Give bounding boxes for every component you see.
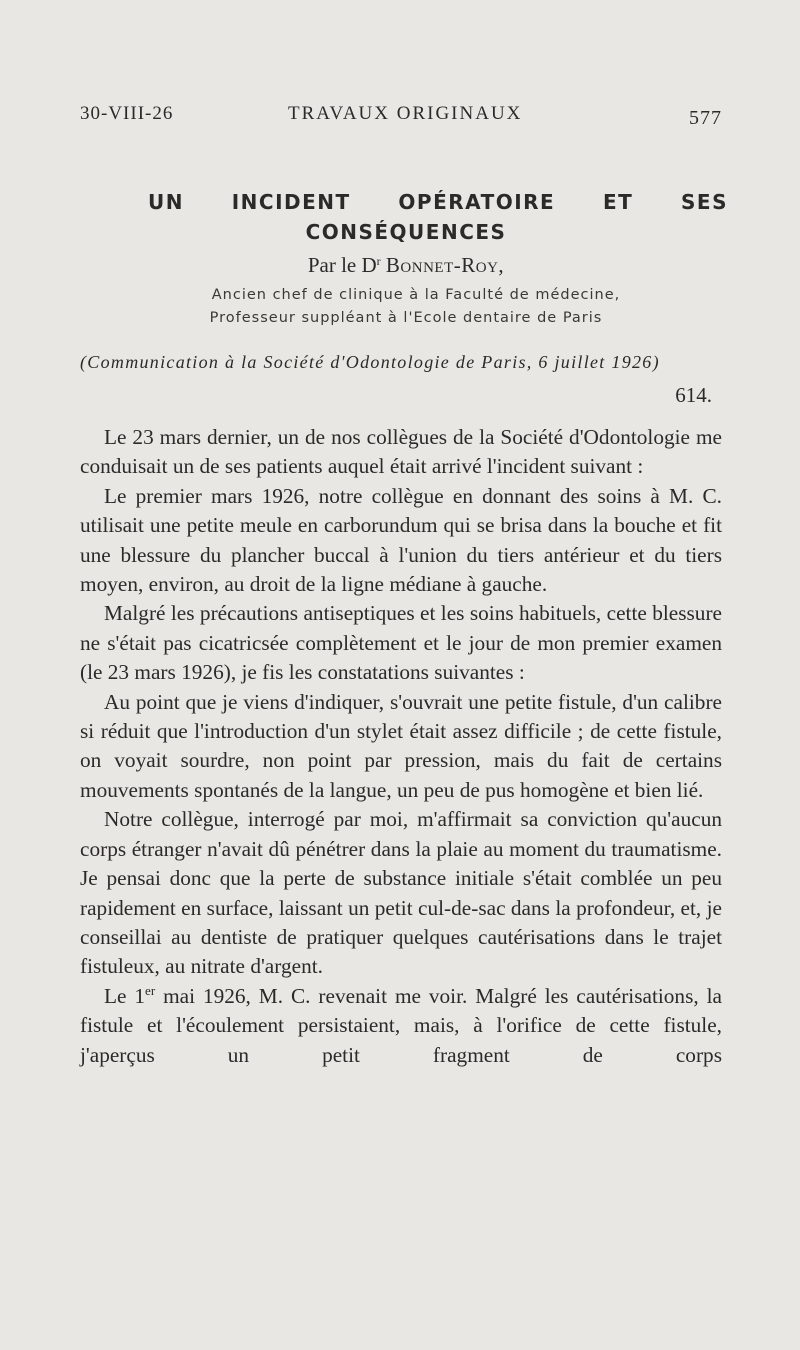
paragraph-1: Le 23 mars dernier, un de nos collègues de la Société d'Odontologie me conduisait un de ses patients auquel était arrivé l'incident suivant : <box>80 425 722 479</box>
article-body <box>80 423 722 1070</box>
author-title-superscript: r <box>376 254 381 268</box>
author-name: Bonnet-Roy, <box>385 253 505 277</box>
paragraph-2: Le premier mars 1926, notre collègue en donnant des soins à M. C. utilisait une petite meule en carborundum qui se brisa dans la bouche et fit une blessure du plancher buccal à l'union du tiers antérieur et du tiers moyen, environ, au droit de la ligne médiane à gauche. <box>80 483 722 597</box>
author-line <box>80 253 732 278</box>
paragraph-4: Au point que je viens d'indiquer, s'ouvrait une petite fistule, d'un calibre si réduit que l'introduction d'un stylet était assez difficile ; de cette fistule, on voyait sourdre, non point par pression, mais du fait de certains mouvements spontanés de la langue, un peu de pus homogène et bien lié. <box>80 689 722 802</box>
ordinal-superscript: er <box>145 982 156 998</box>
affiliation-1: Ancien chef de clinique à la Faculté de médecine, <box>211 287 621 303</box>
running-head <box>80 103 722 133</box>
paragraph-6 <box>80 982 722 1070</box>
article-title-line-1: UN INCIDENT OPÉRATOIRE ET SES <box>148 190 728 214</box>
reference-number: 614. <box>675 383 712 407</box>
paragraph-3: Malgré les précautions antiseptiques et les soins habituels, cette blessure ne s'était pas cicatricsée complètement et le jour de mon premier examen (le 23 mars 1926), je fis les constatations suivantes : <box>80 601 722 685</box>
section-title: TRAVAUX ORIGINAUX <box>288 103 523 124</box>
author-prefix: Par le D <box>307 253 377 277</box>
paragraph-6-rest: mai 1926, M. C. revenait me voir. Malgré les cautérisations, la fistule et l'écoulement persistaient, mais, à l'orifice de cette fistule, j'aperçus un petit fragment de corps <box>80 983 722 1067</box>
article-title-line-2: CONSÉQUENCES <box>305 220 507 244</box>
article-title <box>80 187 732 247</box>
communication-note: (Communication à la Société d'Odontologie de Paris, 6 juillet 1926) <box>80 352 660 372</box>
paragraph-5: Notre collègue, interrogé par moi, m'affirmait sa conviction qu'aucun corps étranger n'avait dû pénétrer dans la plaie au moment du traumatisme. Je pensai donc que la perte de substance initiale s'était comblée un peu rapidement en surface, laissant un petit cul-de-sac dans la profondeur, et, je conseillai au dentiste de pratiquer quelques cautérisations dans le trajet fistuleux, au nitrate d'argent. <box>80 807 722 979</box>
paragraph-6-start: Le 1 <box>104 983 146 1008</box>
affiliation-2: Professeur suppléant à l'Ecole dentaire de Paris <box>209 310 603 326</box>
page-number: 577 <box>689 107 722 129</box>
issue-date: 30-VIII-26 <box>80 103 174 124</box>
